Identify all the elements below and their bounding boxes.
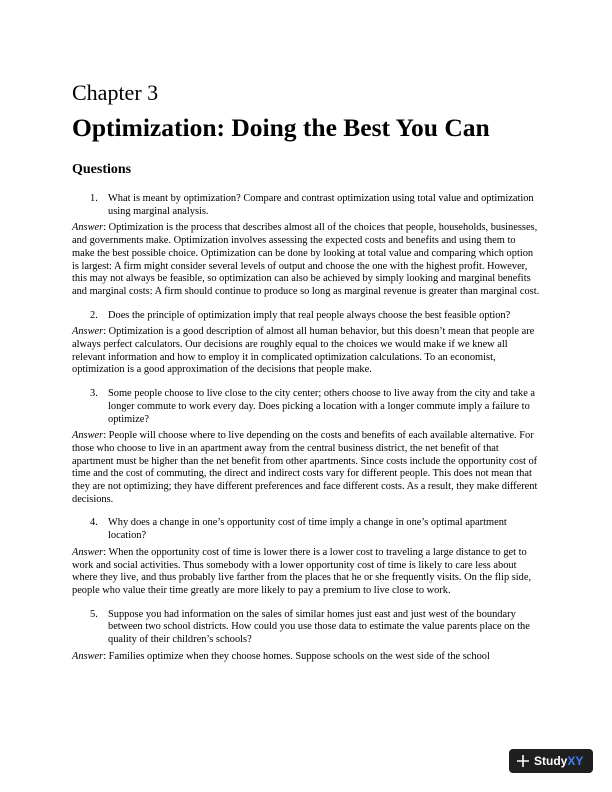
studyxy-badge[interactable] bbox=[509, 749, 593, 773]
question-number: 5. bbox=[90, 608, 98, 620]
badge-logo-text: StudyXY bbox=[534, 754, 584, 768]
answer-text: : Optimization is a good description of almost all human behavior, but this doesn’t mean that people are always perfect calculators. Our decisions are roughly equal to the choices we would make if we knew all relevant information and how to employ it in complicated optimization calculations. To an economist, optimization is a good approximation of the decisions that people make. bbox=[72, 326, 535, 376]
question-text: What is meant by optimization? Compare and contrast optimization using total value and optimization using marginal analysis. bbox=[108, 193, 534, 217]
page-title: Optimization: Doing the Best You Can bbox=[72, 113, 490, 142]
answer-label: Answer bbox=[72, 546, 104, 558]
answer-label: Answer bbox=[72, 430, 104, 442]
question-text: Some people choose to live close to the city center; others choose to live away from the city and take a longer commute to work every day. Does picking a location with a longer commute imply a failure to optimize? bbox=[108, 388, 536, 425]
question-item bbox=[72, 310, 540, 323]
question-item bbox=[72, 388, 540, 426]
question-number: 3. bbox=[90, 388, 98, 400]
question-number: 1. bbox=[90, 193, 98, 204]
question-number: 4. bbox=[90, 517, 98, 529]
question-item bbox=[72, 517, 540, 542]
answer-text: : Optimization is the process that describes almost all of the choices that people, households, businesses, and governments make. Optimization involves assessing the expected costs and benefits and using them to make the best possible choice. Optimization can be done by looking at total value and comparing which option is largest: A firm might consider several levels of output and choose the one with the highest profit. However, this may not always be feasible, so optimization can also be achieved by simply looking and marginal benefits and marginal costs: A firm should continue to produce so long as marginal revenue is greater than marginal cost. bbox=[72, 222, 540, 297]
question-number: 2. bbox=[90, 309, 98, 321]
questions-list bbox=[72, 193, 540, 675]
chapter-label: Chapter 3 bbox=[72, 80, 159, 105]
answer-label: Answer bbox=[72, 222, 104, 234]
answer-text: : People will choose where to live depending on the costs and benefits of each available alternative. For those who choose to live in an apartment away from the central business district, the net benefit of that apartment must be higher than the net benefit from other apartments. Since costs include the opportunity cost of time and the cost of commuting, the direct and indirect costs vary for different people. This does not mean that they are not optimizing; they have different preferences and face different costs. As a result, they make different decisions. bbox=[72, 430, 538, 505]
answer-text: : When the opportunity cost of time is lower there is a lower cost to traveling a large distance to get to work and social activities. Thus somebody with a lower opportunity cost of time is likely to care less about where they live, and thus probably live farther from the places that he or she frequently visits. On the flip side, people who value their time greatly are more likely to pay a premium to live close to work. bbox=[72, 546, 532, 596]
answer-item bbox=[72, 222, 540, 298]
answer-label: Answer bbox=[72, 326, 104, 338]
answer-item bbox=[72, 430, 540, 506]
section-heading: Questions bbox=[72, 162, 132, 177]
question-text: Does the principle of optimization imply that real people always choose the best feasible option? bbox=[108, 309, 511, 321]
answer-item bbox=[72, 326, 540, 377]
answer-item bbox=[72, 547, 540, 598]
question-item bbox=[72, 193, 540, 218]
question-item bbox=[72, 609, 540, 647]
plus-icon bbox=[517, 755, 529, 767]
answer-text: : Families optimize when they choose homes. Suppose schools on the west side of the school bbox=[103, 650, 490, 662]
question-text: Why does a change in one’s opportunity cost of time imply a change in one’s optimal apartment location? bbox=[108, 517, 507, 542]
answer-item bbox=[72, 651, 540, 664]
question-text: Suppose you had information on the sales of similar homes just east and just west of the boundary between two school districts. How could you use those data to estimate the value parents place on the quality of their children’s schools? bbox=[108, 608, 530, 646]
answer-label: Answer bbox=[72, 650, 104, 662]
